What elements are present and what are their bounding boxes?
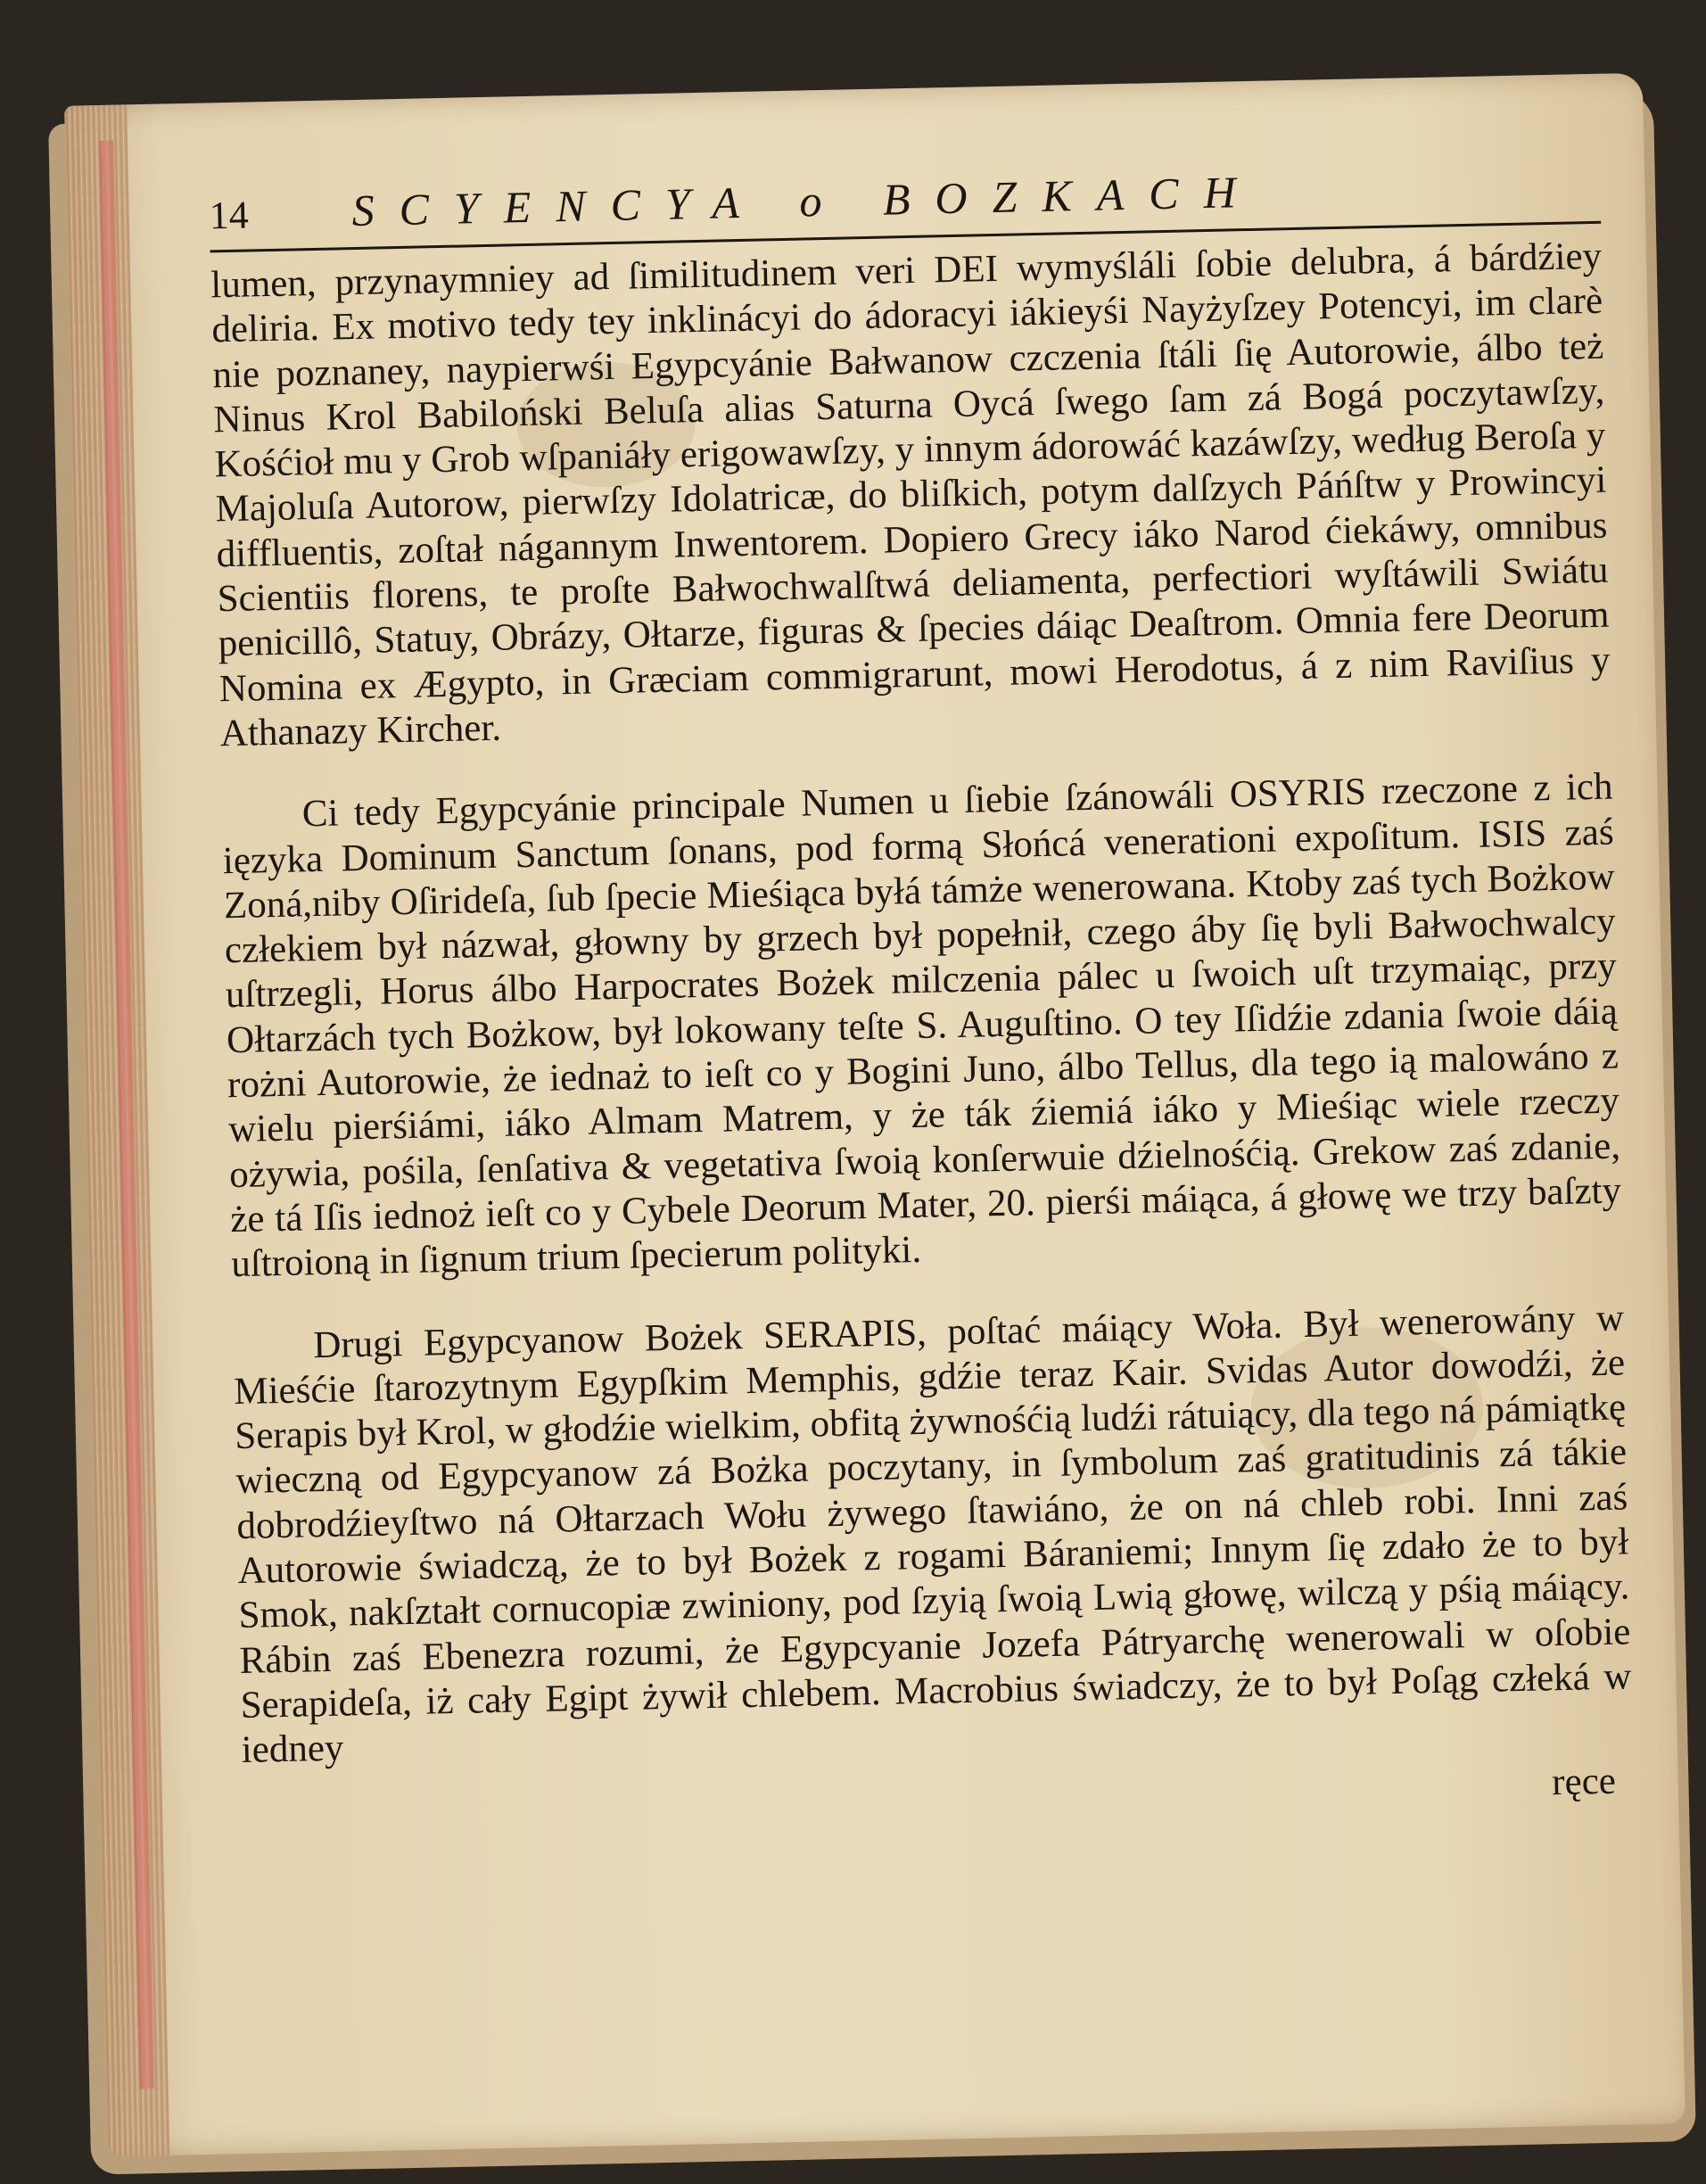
catchword: ręce: [1551, 1760, 1617, 1803]
paragraph-1: lumen, przynaymniey ad ſimilitudinem veri DEI wymyśláli ſobie delubra, á bárdźiey deliria. Ex motivo tedy tey inklinácyi do ádoracyi iákieyśi Nayżyſzey Potencyi, im clarè nie poznaney, naypierwśi Egypcyánie Bałwanow czczenia ſtáli ſię Autorowie, álbo też Ninus Krol Babiloński Beluſa alias Saturna Oycá ſwego ſam zá Bogá poczytawſzy, Kośćioł mu y Grob wſpaniáły erigowawſzy, y innym ádorowáć kazáwſzy, według Beroſa y Majoluſa Autorow, pierwſzy Idolatricæ, do bliſkich, potym dalſzych Páńſtw y Prowincyi diffluentis, zoſtał nágannym Inwentorem. Dopiero Grecy iáko Narod ćiekáwy, omnibus Scientiis florens, te proſte Bałwochwalſtwá deliamenta, perfectiori wyſtáwili Swiátu penicillô, Statuy, Obrázy, Ołtarze, figuras & ſpecies dáiąc Deaſtrom. Omnia fere Deorum Nomina ex Ægypto, in Græciam commigrarunt, mowi Herodotus, á z nim Raviſius y Athanazy Kircher.: [210, 235, 1611, 755]
text-block: [209, 159, 1634, 1832]
paragraph-3: Drugi Egypcyanow Bożek SERAPIS, poſtać máiący Woła. Był wenerowány w Mieśćie ſtarozytnym Egypſkim Memphis, gdźie teraz Kair. Svidas Autor dowodźi, że Serapis był Krol, w głodźie wielkim, obfitą żywnośćią ludźi rátuiący, dla tego ná pámiątkę wieczną od Egypcyanow zá Bożka poczytany, in ſymbolum zaś gratitudinis zá tákie dobrodźieyſtwo ná Ołtarzach Wołu żywego ſtawiáno, że on ná chleb robi. Inni zaś Autorowie świadczą, że to był Bożek z rogami Báraniemi; Innym ſię zdało że to był Smok, nakſztałt cornucopiæ zwiniony, pod ſzyią ſwoią Lwią głowę, wilczą y pśią máiący. Rábin zaś Ebenezra rozumi, że Egypcyanie Jozefa Pátryarchę wenerowali w oſobie Serapideſa, iż cały Egipt żywił chlebem. Macrobius świadczy, że to był Poſąg człeká w iedney: [233, 1296, 1632, 1772]
paragraph-2: Ci tedy Egypcyánie principale Numen u ſiebie ſzánowáli OSYRIS rzeczone z ich ięzyka Dominum Sanctum ſonans, pod formą Słońcá venerationi expoſitum. ISIS zaś Zoná,niby Oſirideſa, ſub ſpecie Mieśiąca byłá támże wenerowana. Ktoby zaś tych Bożkow człekiem był názwał, głowny by grzech był popełnił, czego áby ſię byli Bałwochwalcy uſtrzegli, Horus álbo Harpocrates Bożek milczenia pálec u ſwoich uſt trzymaiąc, przy Ołtarzách tych Bożkow, był lokowany teſte S. Auguſtino. O tey Iſidźie zdania ſwoie dáią rożni Autorowie, że iednaż to ieſt co y Bogini Juno, álbo Tellus, dla tego ią malowáno z wielu pierśiámi, iáko Almam Matrem, y że ták źiemiá iáko y Mieśiąc wiele rzeczy ożywia, pośila, ſenſativa & vegetativa ſwoią konſerwuie dźielnośćią. Grekow zaś zdanie, że tá Iſis iednoż ieſt co y Cybele Deorum Mater, 20. pierśi máiąca, á głowę we trzy baſzty uſtroioną in ſignum trium ſpecierum polityki.: [222, 765, 1622, 1286]
page-number: 14: [209, 193, 250, 238]
book-page: [64, 73, 1685, 2157]
running-head: SCYENCYA o BOZKACH: [351, 166, 1262, 236]
